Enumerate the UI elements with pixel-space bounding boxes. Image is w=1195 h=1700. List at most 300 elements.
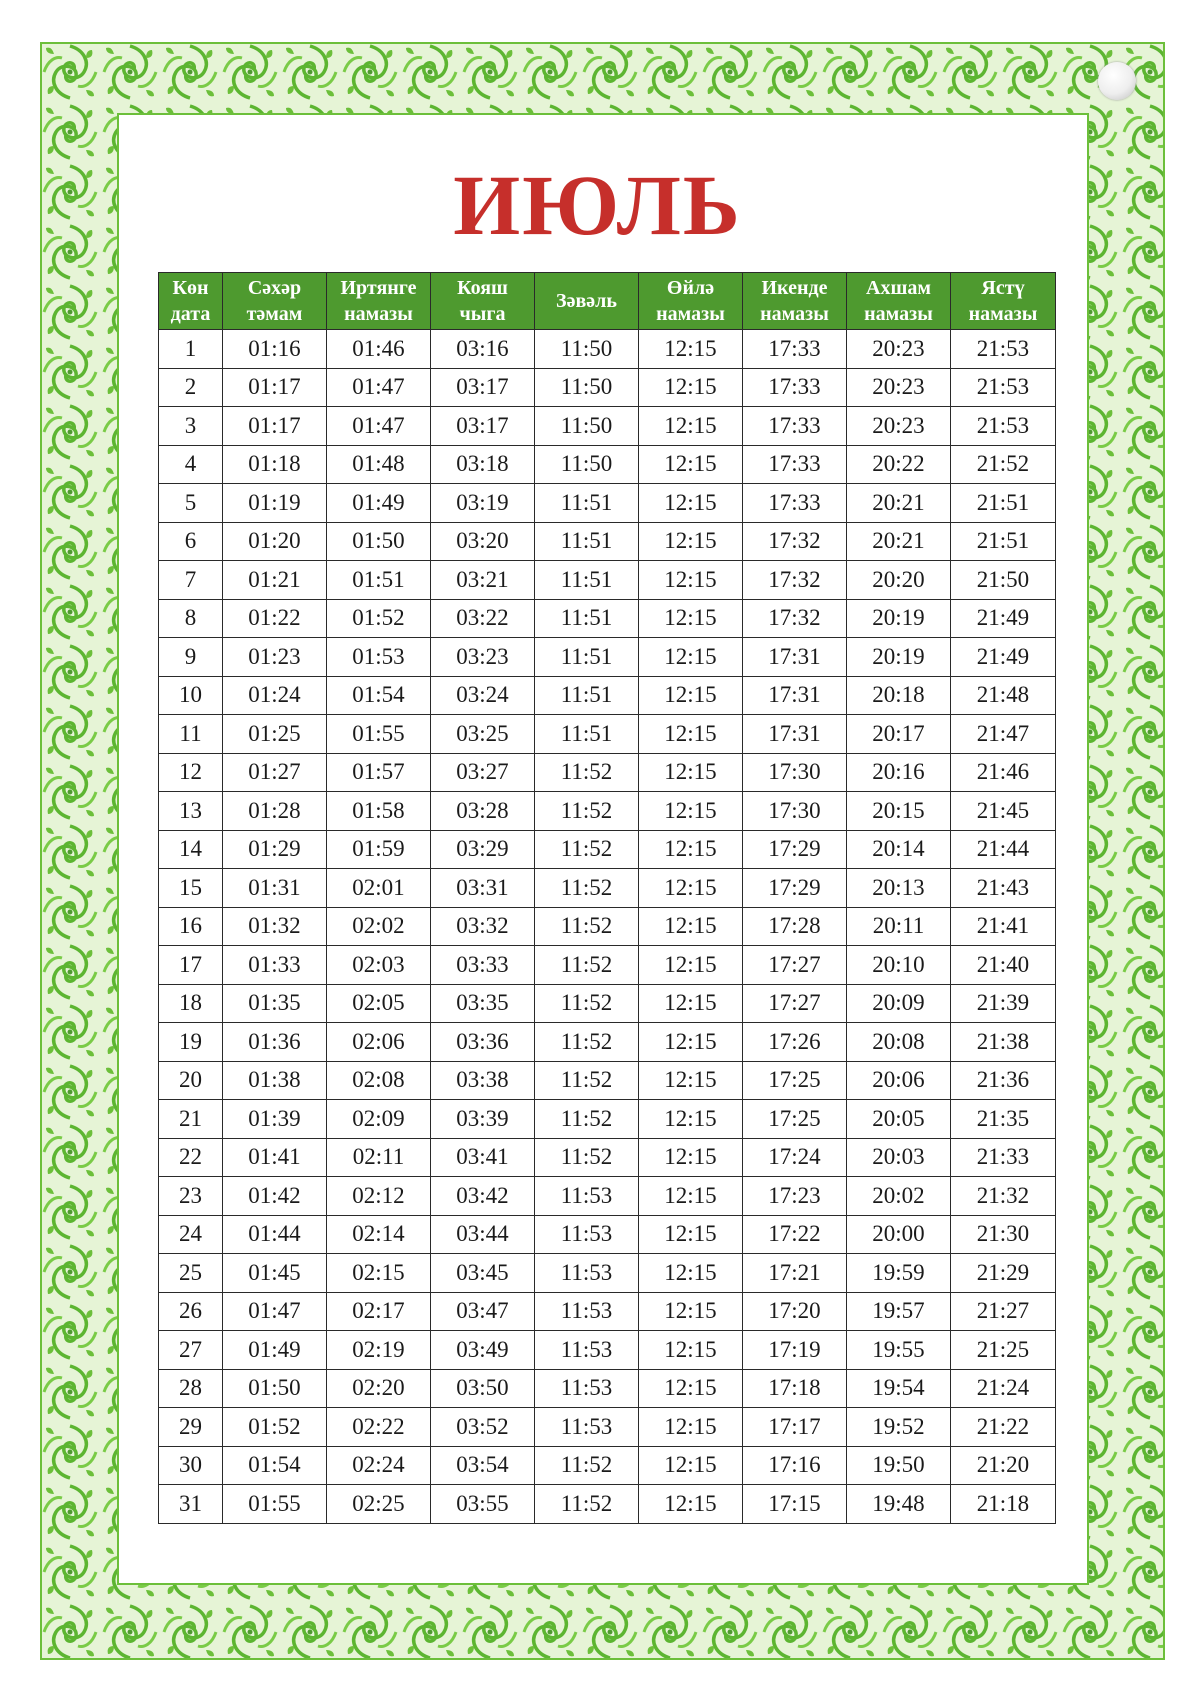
time-cell: 17:33 [743,445,847,484]
col-header-day: Көн дата [159,273,223,330]
time-cell: 01:31 [223,869,327,908]
time-cell: 17:30 [743,753,847,792]
time-cell: 17:30 [743,792,847,831]
time-cell: 17:29 [743,830,847,869]
time-cell: 19:55 [847,1331,951,1370]
time-cell: 20:19 [847,638,951,677]
time-cell: 21:51 [951,484,1056,523]
time-cell: 01:17 [223,368,327,407]
day-cell: 22 [159,1138,223,1177]
time-cell: 21:53 [951,368,1056,407]
time-cell: 01:44 [223,1215,327,1254]
time-cell: 01:55 [327,715,431,754]
time-cell: 03:20 [431,522,535,561]
time-cell: 02:09 [327,1100,431,1139]
time-cell: 21:38 [951,1023,1056,1062]
time-cell: 11:52 [535,1138,639,1177]
time-cell: 20:15 [847,792,951,831]
time-cell: 20:19 [847,599,951,638]
time-cell: 17:23 [743,1177,847,1216]
time-cell: 03:29 [431,830,535,869]
time-cell: 12:15 [639,599,743,638]
time-cell: 12:15 [639,1331,743,1370]
time-cell: 12:15 [639,484,743,523]
page-title: ИЮЛЬ [453,157,742,253]
time-cell: 17:26 [743,1023,847,1062]
time-cell: 17:31 [743,715,847,754]
time-cell: 17:16 [743,1446,847,1485]
time-cell: 11:51 [535,561,639,600]
table-row [159,561,1056,600]
time-cell: 11:50 [535,407,639,446]
time-cell: 12:15 [639,1254,743,1293]
time-cell: 02:25 [327,1485,431,1524]
time-cell: 17:17 [743,1408,847,1447]
time-cell: 20:17 [847,715,951,754]
time-cell: 01:52 [327,599,431,638]
time-cell: 11:52 [535,946,639,985]
time-cell: 02:22 [327,1408,431,1447]
time-cell: 21:24 [951,1369,1056,1408]
time-cell: 01:57 [327,753,431,792]
table-row [159,1331,1056,1370]
time-cell: 12:15 [639,368,743,407]
time-cell: 03:27 [431,753,535,792]
day-cell: 23 [159,1177,223,1216]
table-row [159,484,1056,523]
table-row [159,1254,1056,1293]
time-cell: 02:06 [327,1023,431,1062]
day-cell: 5 [159,484,223,523]
time-cell: 03:21 [431,561,535,600]
time-cell: 01:23 [223,638,327,677]
time-cell: 01:47 [327,368,431,407]
time-cell: 17:32 [743,522,847,561]
table-row [159,676,1056,715]
time-cell: 21:44 [951,830,1056,869]
time-cell: 01:53 [327,638,431,677]
time-cell: 01:59 [327,830,431,869]
time-cell: 01:58 [327,792,431,831]
time-cell: 02:20 [327,1369,431,1408]
col-header-sunrise: Кояш чыга [431,273,535,330]
table-row [159,638,1056,677]
col-header-irtenge: Иртянге намазы [327,273,431,330]
time-cell: 11:52 [535,1061,639,1100]
day-cell: 2 [159,368,223,407]
time-cell: 11:53 [535,1177,639,1216]
time-cell: 21:29 [951,1254,1056,1293]
time-cell: 02:17 [327,1292,431,1331]
table-row [159,445,1056,484]
time-cell: 11:52 [535,792,639,831]
time-cell: 02:02 [327,907,431,946]
time-cell: 01:21 [223,561,327,600]
time-cell: 17:19 [743,1331,847,1370]
time-cell: 03:25 [431,715,535,754]
table-row [159,1485,1056,1524]
time-cell: 20:03 [847,1138,951,1177]
table-row [159,330,1056,369]
time-cell: 21:48 [951,676,1056,715]
time-cell: 12:15 [639,1100,743,1139]
table-row [159,984,1056,1023]
day-cell: 24 [159,1215,223,1254]
time-cell: 19:57 [847,1292,951,1331]
time-cell: 21:53 [951,330,1056,369]
time-cell: 03:36 [431,1023,535,1062]
time-cell: 21:51 [951,522,1056,561]
time-cell: 12:15 [639,907,743,946]
time-cell: 02:14 [327,1215,431,1254]
time-cell: 03:50 [431,1369,535,1408]
time-cell: 20:09 [847,984,951,1023]
day-cell: 30 [159,1446,223,1485]
day-cell: 15 [159,869,223,908]
time-cell: 21:53 [951,407,1056,446]
time-cell: 19:54 [847,1369,951,1408]
time-cell: 20:23 [847,368,951,407]
time-cell: 19:48 [847,1485,951,1524]
time-cell: 20:06 [847,1061,951,1100]
time-cell: 12:15 [639,638,743,677]
time-cell: 20:23 [847,407,951,446]
time-cell: 12:15 [639,676,743,715]
time-cell: 11:51 [535,676,639,715]
time-cell: 01:24 [223,676,327,715]
time-cell: 12:15 [639,984,743,1023]
time-cell: 01:48 [327,445,431,484]
time-cell: 01:47 [327,407,431,446]
time-cell: 11:50 [535,330,639,369]
time-cell: 21:46 [951,753,1056,792]
table-row [159,907,1056,946]
time-cell: 12:15 [639,869,743,908]
table-row [159,1177,1056,1216]
time-cell: 01:20 [223,522,327,561]
time-cell: 17:33 [743,368,847,407]
time-cell: 03:49 [431,1331,535,1370]
time-cell: 21:20 [951,1446,1056,1485]
time-cell: 03:18 [431,445,535,484]
time-cell: 11:53 [535,1331,639,1370]
time-cell: 20:21 [847,522,951,561]
time-cell: 03:28 [431,792,535,831]
time-cell: 21:22 [951,1408,1056,1447]
day-cell: 14 [159,830,223,869]
time-cell: 21:39 [951,984,1056,1023]
time-cell: 21:49 [951,599,1056,638]
table-row [159,1446,1056,1485]
time-cell: 11:51 [535,638,639,677]
time-cell: 03:41 [431,1138,535,1177]
col-header-yastu: Ястү намазы [951,273,1056,330]
time-cell: 12:15 [639,522,743,561]
col-header-akhsham: Ахшам намазы [847,273,951,330]
day-cell: 16 [159,907,223,946]
time-cell: 20:18 [847,676,951,715]
time-cell: 11:52 [535,830,639,869]
time-cell: 03:17 [431,368,535,407]
time-cell: 21:52 [951,445,1056,484]
time-cell: 20:16 [847,753,951,792]
time-cell: 01:54 [223,1446,327,1485]
time-cell: 17:33 [743,330,847,369]
time-cell: 20:20 [847,561,951,600]
time-cell: 17:32 [743,599,847,638]
col-header-sahar: Сәхәр тәмам [223,273,327,330]
table-body [159,330,1056,1524]
time-cell: 17:31 [743,638,847,677]
day-cell: 31 [159,1485,223,1524]
time-cell: 03:35 [431,984,535,1023]
day-cell: 10 [159,676,223,715]
time-cell: 21:36 [951,1061,1056,1100]
table-row [159,753,1056,792]
col-header-zawal: Зәвәль [535,273,639,330]
table-row [159,715,1056,754]
time-cell: 03:54 [431,1446,535,1485]
time-cell: 21:33 [951,1138,1056,1177]
time-cell: 12:15 [639,1369,743,1408]
time-cell: 21:49 [951,638,1056,677]
time-cell: 01:47 [223,1292,327,1331]
time-cell: 02:05 [327,984,431,1023]
col-header-oyla: Өйлә намазы [639,273,743,330]
time-cell: 17:27 [743,984,847,1023]
time-cell: 19:52 [847,1408,951,1447]
time-cell: 03:32 [431,907,535,946]
time-cell: 12:15 [639,1215,743,1254]
time-cell: 21:40 [951,946,1056,985]
table-row [159,599,1056,638]
table-row [159,792,1056,831]
time-cell: 03:16 [431,330,535,369]
time-cell: 12:15 [639,1408,743,1447]
time-cell: 21:35 [951,1100,1056,1139]
time-cell: 03:44 [431,1215,535,1254]
time-cell: 01:42 [223,1177,327,1216]
table-row [159,1215,1056,1254]
day-cell: 7 [159,561,223,600]
time-cell: 20:02 [847,1177,951,1216]
table-row [159,407,1056,446]
time-cell: 11:52 [535,869,639,908]
time-cell: 02:15 [327,1254,431,1293]
time-cell: 03:38 [431,1061,535,1100]
time-cell: 02:24 [327,1446,431,1485]
time-cell: 02:08 [327,1061,431,1100]
time-cell: 03:39 [431,1100,535,1139]
time-cell: 02:03 [327,946,431,985]
day-cell: 8 [159,599,223,638]
time-cell: 17:24 [743,1138,847,1177]
table-row [159,869,1056,908]
time-cell: 01:32 [223,907,327,946]
time-cell: 20:22 [847,445,951,484]
time-cell: 03:24 [431,676,535,715]
day-cell: 13 [159,792,223,831]
time-cell: 01:49 [223,1331,327,1370]
time-cell: 03:23 [431,638,535,677]
time-cell: 20:23 [847,330,951,369]
time-cell: 20:08 [847,1023,951,1062]
time-cell: 01:38 [223,1061,327,1100]
time-cell: 01:50 [223,1369,327,1408]
time-cell: 21:25 [951,1331,1056,1370]
time-cell: 17:27 [743,946,847,985]
time-cell: 03:52 [431,1408,535,1447]
time-cell: 21:32 [951,1177,1056,1216]
time-cell: 03:17 [431,407,535,446]
time-cell: 19:59 [847,1254,951,1293]
time-cell: 17:33 [743,484,847,523]
time-cell: 21:50 [951,561,1056,600]
table-row [159,1100,1056,1139]
time-cell: 21:18 [951,1485,1056,1524]
time-cell: 12:15 [639,330,743,369]
day-cell: 19 [159,1023,223,1062]
time-cell: 03:42 [431,1177,535,1216]
time-cell: 01:45 [223,1254,327,1293]
time-cell: 20:21 [847,484,951,523]
time-cell: 01:33 [223,946,327,985]
time-cell: 17:21 [743,1254,847,1293]
time-cell: 12:15 [639,792,743,831]
table-row [159,1408,1056,1447]
time-cell: 01:49 [327,484,431,523]
time-cell: 21:27 [951,1292,1056,1331]
time-cell: 17:32 [743,561,847,600]
time-cell: 03:33 [431,946,535,985]
time-cell: 03:31 [431,869,535,908]
time-cell: 11:51 [535,484,639,523]
time-cell: 21:45 [951,792,1056,831]
time-cell: 02:01 [327,869,431,908]
time-cell: 20:10 [847,946,951,985]
table-row [159,946,1056,985]
time-cell: 20:00 [847,1215,951,1254]
time-cell: 12:15 [639,1061,743,1100]
table-row [159,1061,1056,1100]
time-cell: 11:50 [535,445,639,484]
time-cell: 01:28 [223,792,327,831]
time-cell: 03:47 [431,1292,535,1331]
time-cell: 20:11 [847,907,951,946]
day-cell: 3 [159,407,223,446]
time-cell: 11:53 [535,1292,639,1331]
time-cell: 03:55 [431,1485,535,1524]
time-cell: 11:50 [535,368,639,407]
time-cell: 11:52 [535,1446,639,1485]
time-cell: 20:13 [847,869,951,908]
time-cell: 12:15 [639,1446,743,1485]
time-cell: 21:41 [951,907,1056,946]
time-cell: 21:30 [951,1215,1056,1254]
day-cell: 4 [159,445,223,484]
time-cell: 17:25 [743,1100,847,1139]
time-cell: 17:29 [743,869,847,908]
time-cell: 17:33 [743,407,847,446]
table-row [159,830,1056,869]
time-cell: 11:51 [535,522,639,561]
day-cell: 20 [159,1061,223,1100]
time-cell: 01:19 [223,484,327,523]
time-cell: 20:05 [847,1100,951,1139]
time-cell: 01:16 [223,330,327,369]
table-row [159,522,1056,561]
time-cell: 03:22 [431,599,535,638]
day-cell: 6 [159,522,223,561]
time-cell: 17:25 [743,1061,847,1100]
time-cell: 02:11 [327,1138,431,1177]
table-row [159,368,1056,407]
time-cell: 02:12 [327,1177,431,1216]
day-cell: 1 [159,330,223,369]
day-cell: 9 [159,638,223,677]
col-header-ikende: Икенде намазы [743,273,847,330]
time-cell: 12:15 [639,1177,743,1216]
time-cell: 01:36 [223,1023,327,1062]
time-cell: 17:18 [743,1369,847,1408]
time-cell: 01:51 [327,561,431,600]
day-cell: 12 [159,753,223,792]
time-cell: 21:47 [951,715,1056,754]
day-cell: 11 [159,715,223,754]
table-header-row [159,273,1056,330]
time-cell: 19:50 [847,1446,951,1485]
time-cell: 01:50 [327,522,431,561]
time-cell: 01:35 [223,984,327,1023]
time-cell: 12:15 [639,715,743,754]
time-cell: 11:52 [535,984,639,1023]
time-cell: 01:29 [223,830,327,869]
time-cell: 17:31 [743,676,847,715]
time-cell: 01:46 [327,330,431,369]
day-cell: 26 [159,1292,223,1331]
time-cell: 02:19 [327,1331,431,1370]
table-row [159,1023,1056,1062]
time-cell: 12:15 [639,1485,743,1524]
time-cell: 12:15 [639,753,743,792]
time-cell: 01:39 [223,1100,327,1139]
time-cell: 11:52 [535,1023,639,1062]
time-cell: 01:27 [223,753,327,792]
time-cell: 12:15 [639,561,743,600]
time-cell: 17:22 [743,1215,847,1254]
time-cell: 01:54 [327,676,431,715]
time-cell: 21:43 [951,869,1056,908]
time-cell: 11:52 [535,1100,639,1139]
time-cell: 01:25 [223,715,327,754]
time-cell: 03:19 [431,484,535,523]
time-cell: 11:53 [535,1215,639,1254]
time-cell: 03:45 [431,1254,535,1293]
day-cell: 29 [159,1408,223,1447]
punch-hole [1098,62,1136,100]
prayer-times-table [158,272,1056,1524]
day-cell: 21 [159,1100,223,1139]
table-row [159,1292,1056,1331]
time-cell: 11:53 [535,1408,639,1447]
time-cell: 11:52 [535,907,639,946]
time-cell: 17:28 [743,907,847,946]
time-cell: 12:15 [639,1023,743,1062]
time-cell: 20:14 [847,830,951,869]
day-cell: 27 [159,1331,223,1370]
time-cell: 01:22 [223,599,327,638]
time-cell: 12:15 [639,1138,743,1177]
